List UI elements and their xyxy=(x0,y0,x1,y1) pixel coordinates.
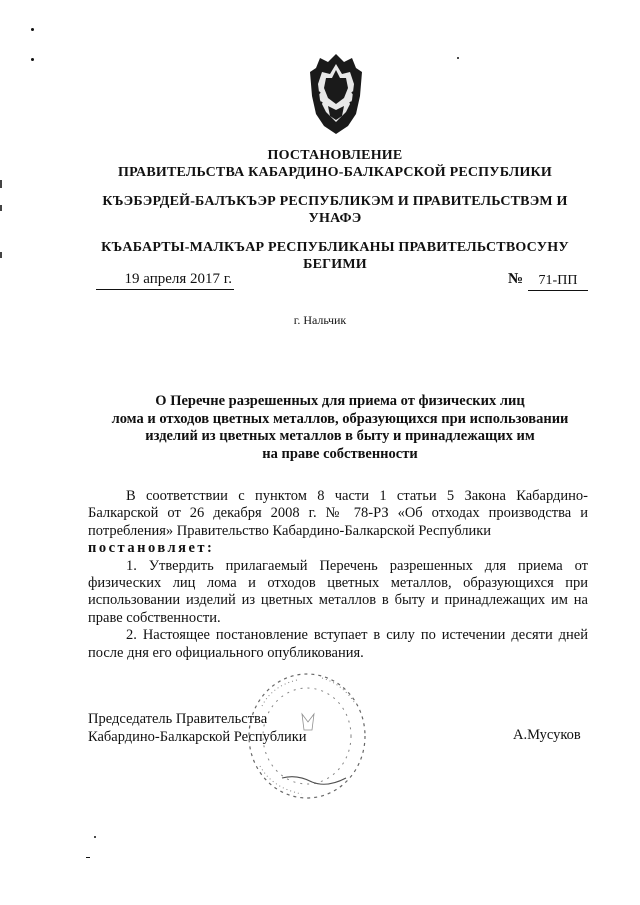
coat-of-arms-eagle-icon xyxy=(306,52,366,136)
title-line: О Перечне разрешенных для приема от физических лиц xyxy=(155,393,525,409)
scan-speck xyxy=(86,857,90,858)
header-kabardian-line1: КЪЭБЭРДЕЙ-БАЛЪКЪЭР РЕСПУБЛИКЭМ И ПРАВИТЕЛЬСТВЭМ И xyxy=(102,194,568,209)
scan-speck xyxy=(457,57,459,59)
scan-speck xyxy=(94,836,96,838)
decree-word: постановляет: xyxy=(88,540,215,557)
body-paragraph-item1: 1. Утвердить прилагаемый Перечень разрешенных для приема от физических лиц лома и отходов цветных металлов, образующихся при использовании изделий из цветных металлов в быту и принадлежащих им на праве собственности. xyxy=(88,557,588,626)
document-title xyxy=(90,393,590,463)
scan-speck xyxy=(31,58,34,61)
document-city: г. Нальчик xyxy=(293,313,347,327)
scan-edge-mark xyxy=(0,252,2,258)
header-kabardian-line2: УНАФЭ xyxy=(308,211,362,226)
title-line: на праве собственности xyxy=(262,445,418,462)
document-date: 19 апреля 2017 г. xyxy=(96,270,234,290)
scan-speck xyxy=(31,28,34,31)
document-number: 71-ПП xyxy=(528,271,588,291)
body-paragraph-preamble: В соответствии с пунктом 8 части 1 статьи 5 Закона Кабардино-Балкарской от 26 декабря 2008 г. № 78-РЗ «Об отходах производства и потребления» Правительство Кабардино-Балкарской Республики xyxy=(88,488,588,539)
title-line: изделий из цветных металлов в быту и принадлежащих им xyxy=(145,428,535,444)
document-number-label: № xyxy=(508,271,524,287)
scan-edge-mark xyxy=(0,180,2,188)
signatory-position-line: Кабардино-Балкарской Республики xyxy=(88,729,307,745)
signatory-name: А.Мусуков xyxy=(513,727,581,743)
body-paragraph-item2: 2. Настоящее постановление вступает в силу по истечении десяти дней после дня его официального опубликования. xyxy=(88,627,588,661)
document-body xyxy=(88,488,588,662)
signatory-position xyxy=(88,710,307,746)
scan-edge-mark xyxy=(0,205,2,211)
signatory-position-line: Председатель Правительства xyxy=(88,711,268,727)
header-title: ПОСТАНОВЛЕНИЕ xyxy=(267,148,403,163)
header-government: ПРАВИТЕЛЬСТВА КАБАРДИНО-БАЛКАРСКОЙ РЕСПУБЛИКИ xyxy=(117,165,553,180)
title-line: лома и отходов цветных металлов, образующихся при использовании xyxy=(111,410,569,427)
header-balkar-line1: КЪАБАРТЫ-МАЛКЪАР РЕСПУБЛИКАНЫ ПРАВИТЕЛЬСТВОСУНУ xyxy=(101,240,569,255)
header-balkar-line2: БЕГИМИ xyxy=(303,257,367,272)
